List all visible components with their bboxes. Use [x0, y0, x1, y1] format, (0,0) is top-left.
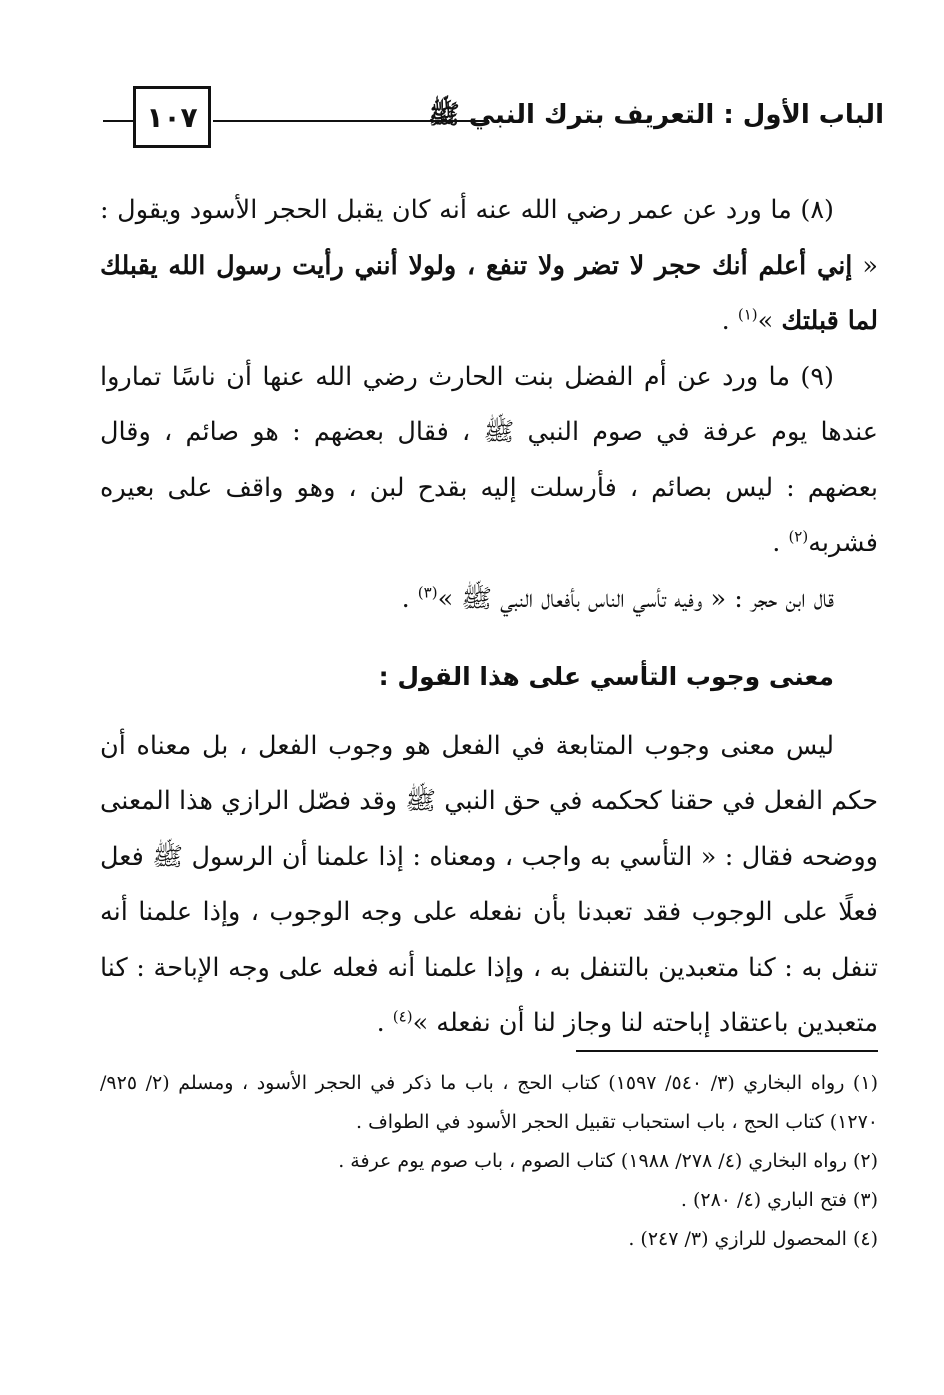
ibn-hajar-text: قال ابن حجر : « وفيه تأسي الناس بأفعال النبي ﷺ » — [437, 583, 834, 614]
footnotes — [100, 1064, 878, 1259]
item8-lead: (٨) ما ورد عن عمر رضي الله عنه أنه كان يقبل الحجر الأسود ويقول : « — [100, 195, 878, 281]
footnote-3: (٣) فتح الباري (٤/ ٢٨٠) . — [680, 1189, 878, 1211]
item8-quote: إني أعلم أنك حجر لا تضر ولا تنفع ، ولولا أنني رأيت رسول الله يقبلك لما قبلتك — [100, 250, 878, 336]
item9-text: (٩) ما ورد عن أم الفضل بنت الحارث رضي الله عنها أن ناسًا تماروا عندها يوم عرفة في صوم النبي ﷺ ، فقال بعضهم : هو صائم ، وقال بعضهم : ليس بصائم ، فأرسلت إليه بقدح لبن ، وهو واقف على بعيره فشربه — [100, 361, 878, 558]
paragraph-ibn-hajar — [100, 572, 878, 628]
header-rule-short — [103, 120, 133, 122]
running-title: الباب الأول : التعريف بترك النبي ﷺ — [428, 100, 884, 130]
meaning-text: ليس معنى وجوب المتابعة في الفعل هو وجوب الفعل ، بل معناه أن حكم الفعل في حقنا كحكمه في حق النبي ﷺ وقد فصّل الرازي هذا المعنى ووضحه فقال : « التأسي به واجب ، ومعناه : إذا علمنا أن الرسول ﷺ فعل فعلًا على الوجوب فقد تعبدنا بأن نفعله على وجه الوجوب ، وإذا علمنا أنه تنفل به : كنا متعبدين بالتنفل به ، وإذا علمنا أنه فعله على وجه الإباحة : كنا متعبدين باعتقاد إباحته لنا وجاز لنا أن نفعله » — [100, 730, 878, 1038]
item8-end: . — [721, 306, 738, 336]
footnote-ref-1: (١) — [737, 305, 758, 324]
header-rule — [213, 120, 489, 122]
page-number: ١٠٧ — [133, 86, 211, 148]
footnote-separator — [576, 1050, 878, 1052]
footnote-4: (٤) المحصول للرازي (٣/ ٢٤٧) . — [628, 1228, 878, 1250]
footnote-1: (١) رواه البخاري (٣/ ٥٤٠/ ١٥٩٧) كتاب الحج ، باب ما ذكر في الحجر الأسود ، ومسلم (٢/ ٩٢٥/ ١٢٧٠) كتاب الحج ، باب استحباب تقبيل الحجر الأسود في الطواف . — [100, 1072, 878, 1133]
ibn-hajar-end: . — [401, 583, 418, 614]
page-header — [103, 86, 884, 156]
paragraph-item-9 — [100, 350, 878, 572]
main-text — [100, 183, 878, 1052]
paragraph-item-8 — [100, 183, 878, 350]
footnote-ref-3: (٣) — [417, 583, 438, 601]
section-heading: معنى وجوب التأسي على هذا القول : — [378, 662, 834, 691]
footnote-ref-4: (٤) — [392, 1007, 413, 1026]
paragraph-meaning — [100, 719, 878, 1052]
meaning-end: . — [376, 1008, 393, 1038]
footnote-2: (٢) رواه البخاري (٤/ ٢٧٨/ ١٩٨٨) كتاب الصوم ، باب صوم يوم عرفة . — [338, 1150, 878, 1172]
item8-close: » — [757, 306, 782, 336]
item9-end: . — [772, 528, 789, 558]
footnote-ref-2: (٢) — [788, 527, 809, 546]
